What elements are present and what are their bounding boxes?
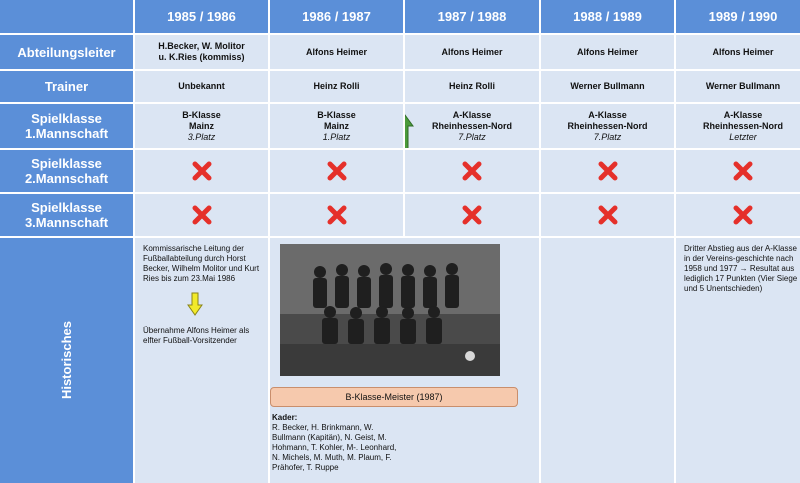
cross-icon: [598, 161, 618, 181]
spielklasse-1-cell: [135, 104, 268, 148]
cross-icon: [733, 205, 753, 225]
cross-icon: [462, 161, 482, 181]
spielklasse-3-cell: [405, 194, 539, 236]
historisches-cell-1985: [135, 238, 268, 483]
league-name: A-Klasse Rheinhessen-Nord: [702, 109, 783, 131]
trainer-cell: Werner Bullmann: [541, 71, 674, 102]
row-label-spielklasse-1: Spielklasse 1.Mannschaft: [0, 104, 133, 148]
arrow-down-icon: [187, 292, 203, 316]
corner-cell: [0, 0, 133, 33]
row-label-abteilungsleiter: Abteilungsleiter: [0, 35, 133, 69]
spielklasse-1-cell: [541, 104, 674, 148]
spielklasse-3-cell: [676, 194, 800, 236]
team-photo: [280, 244, 500, 376]
league-name: A-Klasse Rheinhessen-Nord: [431, 109, 512, 131]
historisches-text: Dritter Abstieg aus der A-Klasse in der Vereins-geschichte nach 1958 und 1977 → Resultat aus lediglich 17 Punkten (Vier Siege und 5 Unentschieden): [684, 244, 798, 293]
historisches-cell-1988: [541, 238, 674, 483]
spielklasse-2-cell: [676, 150, 800, 192]
season-header: 1987 / 1988: [405, 0, 539, 33]
cross-icon: [192, 205, 212, 225]
promotion-arrow-up-icon: [405, 114, 414, 148]
league-place: 1.Platz: [322, 131, 351, 142]
abteilungsleiter-cell: Alfons Heimer: [405, 35, 539, 69]
spielklasse-3-cell: [541, 194, 674, 236]
season-header: 1985 / 1986: [135, 0, 268, 33]
season-header: 1986 / 1987: [270, 0, 403, 33]
spielklasse-2-cell: [270, 150, 403, 192]
league-name: B-Klasse Mainz: [317, 109, 356, 131]
kader-label: Kader:: [272, 413, 298, 422]
abteilungsleiter-cell: Alfons Heimer: [676, 35, 800, 69]
kader-block: [270, 413, 402, 473]
kader-text: R. Becker, H. Brinkmann, W. Bullmann (Kapitän), N. Geist, M. Hohmann, T. Kohler, M-. Leonhard, N. Michels, M. Muth, M. Plaum, F. Prähofer, T. Ruppe: [272, 423, 397, 472]
trainer-cell: Werner Bullmann: [676, 71, 800, 102]
league-place: 7.Platz: [593, 131, 622, 142]
historisches-label: Historisches: [59, 321, 74, 400]
spielklasse-1-cell: [405, 104, 539, 148]
photo-caption: B-Klasse-Meister (1987): [270, 387, 518, 407]
trainer-cell: Heinz Rolli: [405, 71, 539, 102]
abteilungsleiter-cell: H.Becker, W. Molitor u. K.Ries (kommiss): [135, 35, 268, 69]
spielklasse-1-cell: [270, 104, 403, 148]
spielklasse-3-cell: [270, 194, 403, 236]
cross-icon: [327, 205, 347, 225]
cross-icon: [733, 161, 753, 181]
league-place: 7.Platz: [458, 131, 486, 142]
league-place: Letzter: [729, 131, 757, 142]
row-label-spielklasse-3: Spielklasse 3.Mannschaft: [0, 194, 133, 236]
abteilungsleiter-cell: Alfons Heimer: [270, 35, 403, 69]
spielklasse-2-cell: [405, 150, 539, 192]
cross-icon: [327, 161, 347, 181]
historisches-text: Kommissarische Leitung der Fußballabteilung durch Horst Becker, Wilhelm Molitor und Kurt Ries bis zum 23.Mai 1986: [143, 244, 260, 283]
row-label-historisches: [0, 238, 133, 483]
cross-icon: [598, 205, 618, 225]
historisches-cell-1986: [270, 238, 539, 483]
trainer-cell: Unbekannt: [135, 71, 268, 102]
trainer-cell: Heinz Rolli: [270, 71, 403, 102]
spielklasse-3-cell: [135, 194, 268, 236]
abteilungsleiter-cell: Alfons Heimer: [541, 35, 674, 69]
historisches-cell-1989: [676, 238, 800, 483]
spielklasse-2-cell: [135, 150, 268, 192]
league-place: 3.Platz: [187, 131, 216, 142]
row-label-trainer: Trainer: [0, 71, 133, 102]
spielklasse-2-cell: [541, 150, 674, 192]
spielklasse-1-cell: [676, 104, 800, 148]
season-header: 1989 / 1990: [676, 0, 800, 33]
league-name: B-Klasse Mainz: [182, 109, 221, 131]
season-header: 1988 / 1989: [541, 0, 674, 33]
cross-icon: [462, 205, 482, 225]
league-name: A-Klasse Rheinhessen-Nord: [567, 109, 648, 131]
row-label-spielklasse-2: Spielklasse 2.Mannschaft: [0, 150, 133, 192]
historisches-text: Übernahme Alfons Heimer als elfter Fußball-Vorsitzender: [143, 326, 250, 345]
cross-icon: [192, 161, 212, 181]
